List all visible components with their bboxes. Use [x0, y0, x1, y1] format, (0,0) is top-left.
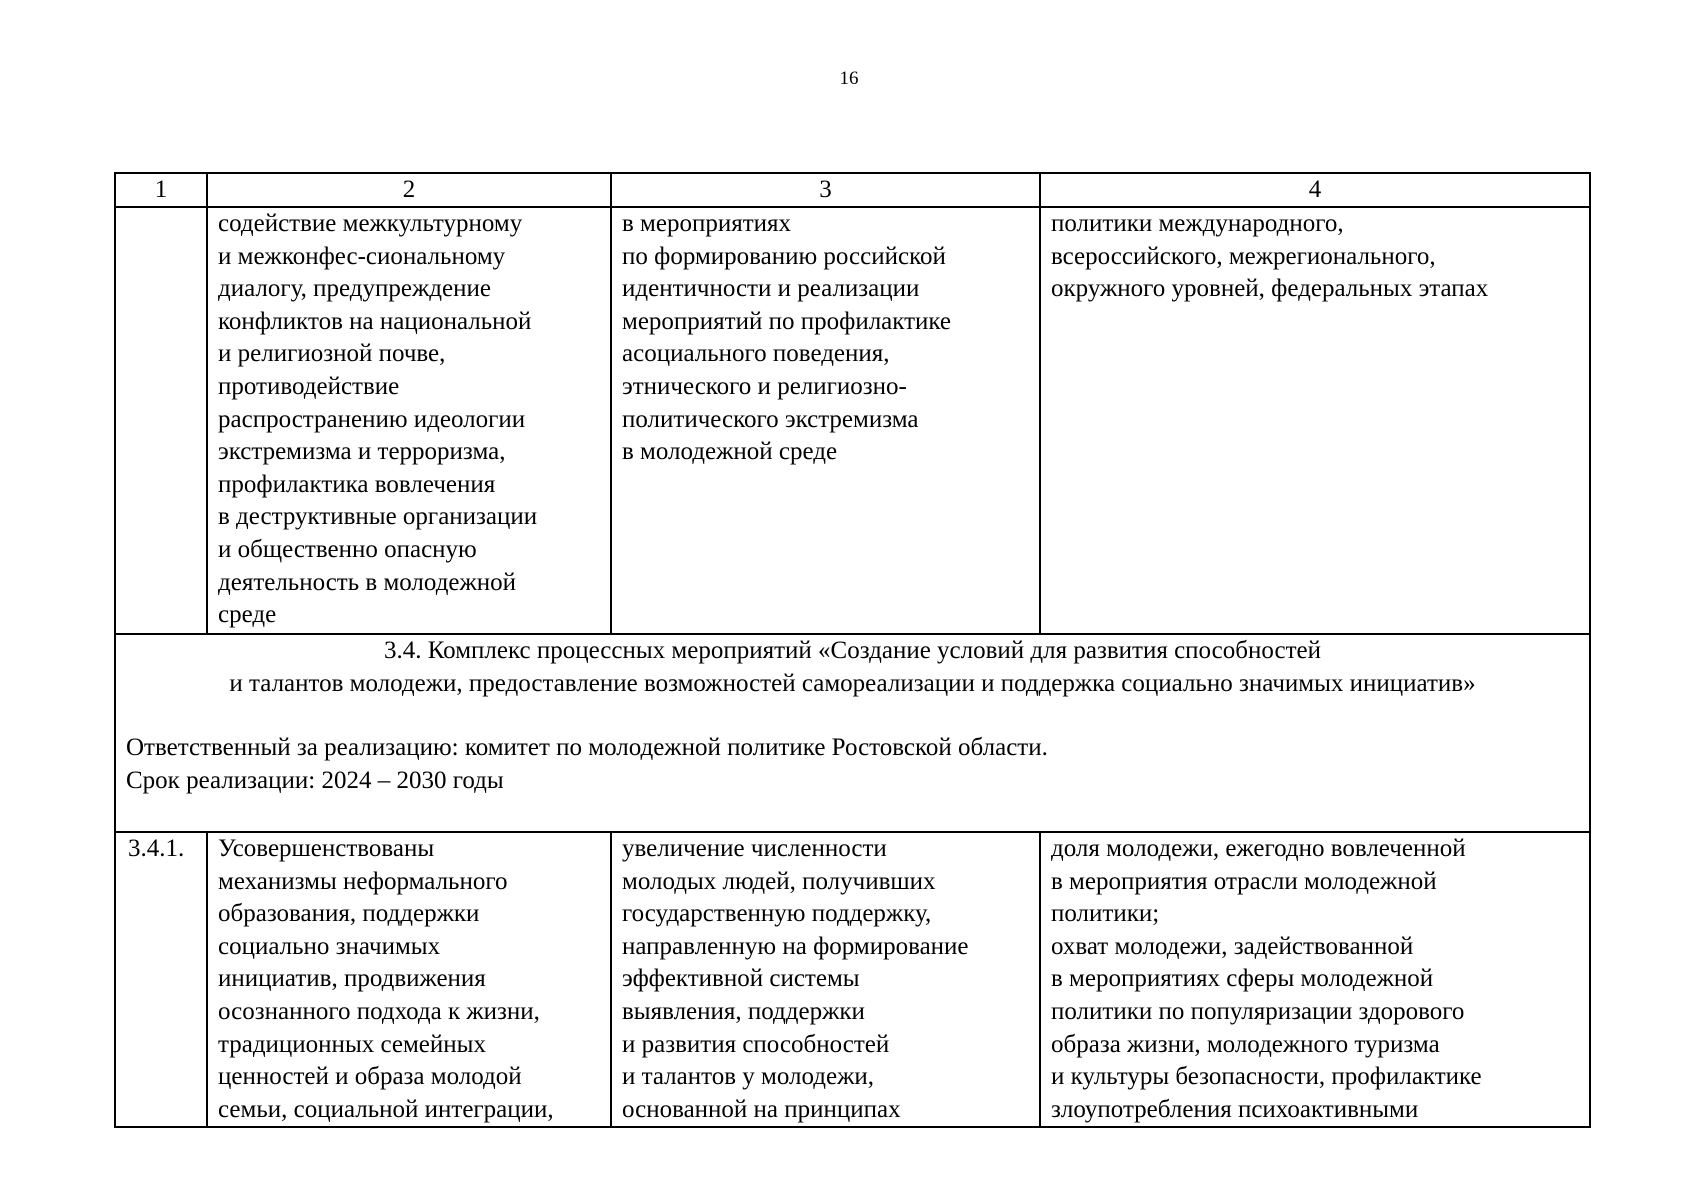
- column-number-4: 4: [1040, 173, 1590, 207]
- row-continued-description-cell: [611, 207, 1040, 634]
- column-number-1: 1: [115, 173, 207, 207]
- table-row-continued: [115, 207, 1590, 634]
- section-term: Срок реализации: 2024 – 2030 годы: [126, 766, 504, 794]
- row-continued-indicator-cell: [1040, 207, 1590, 634]
- row-3-4-1-task-text: Усовершенствованы механизмы неформального образования, поддержки социально значимых инициатив, продвижения осознанного подхода к жизни, традиционных семейных ценностей и образа молодой семьи, социальной интеграции,: [218, 835, 554, 1123]
- section-spacer: [126, 700, 1579, 732]
- section-header-cell: [115, 634, 1590, 832]
- activities-table: [114, 172, 1591, 1128]
- row-continued-indicator-text: политики международного, всероссийского, межрегионального, окружного уровней, федеральных этапах: [1051, 210, 1489, 303]
- row-continued-number-cell: [115, 207, 207, 634]
- row-continued-description-text: в мероприятиях по формированию российской идентичности и реализации мероприятий по профилактике асоциального поведения, этнического и религиозно- политического экстремизма в молодежной среде: [622, 210, 952, 466]
- column-number-3: 3: [611, 173, 1040, 207]
- section-title: 3.4. Комплекс процессных мероприятий «Создание условий для развития способностей и талантов молодежи, предоставление возможностей самореализации и поддержка социально значимых инициатив»: [229, 637, 1476, 697]
- row-3-4-1-task-cell: [207, 832, 611, 1127]
- section-responsible: Ответственный за реализацию: комитет по молодежной политике Ростовской области.: [126, 734, 1048, 762]
- row-3-4-1-number-cell: [115, 832, 207, 1127]
- section-header-row: [115, 634, 1590, 832]
- table-header-row: [115, 173, 1590, 207]
- row-3-4-1-indicator-text: доля молодежи, ежегодно вовлеченной в мероприятия отрасли молодежной политики; охват молодежи, задействованной в мероприятиях сферы молодежной политики по популяризации здорового образа жизни, молодежного туризма и культуры безопасности, профилактике злоупотребления психоактивными: [1051, 835, 1482, 1123]
- row-3-4-1-indicator-cell: [1040, 832, 1590, 1127]
- row-3-4-1-description-text: увеличение численности молодых людей, получивших государственную поддержку, направленную на формирование эффективной системы выявления, поддержки и развития способностей и талантов у молодежи, основанной на принципах: [622, 835, 969, 1123]
- column-number-2: 2: [207, 173, 611, 207]
- row-continued-task-cell: [207, 207, 611, 634]
- page-number: 16: [839, 68, 859, 89]
- row-3-4-1-description-cell: [611, 832, 1040, 1127]
- row-3-4-1-number: 3.4.1.: [128, 835, 185, 862]
- row-continued-task-text: содействие межкультурному и межконфес-сиональному диалогу, предупреждение конфликтов на национальной и религиозной почве, противодействие распространению идеологии экстремизма и терроризма, профилактика вовлечения в деструктивные организации и общественно опасную деятельность в молодежной среде: [218, 210, 538, 629]
- table-row-3-4-1: [115, 832, 1590, 1127]
